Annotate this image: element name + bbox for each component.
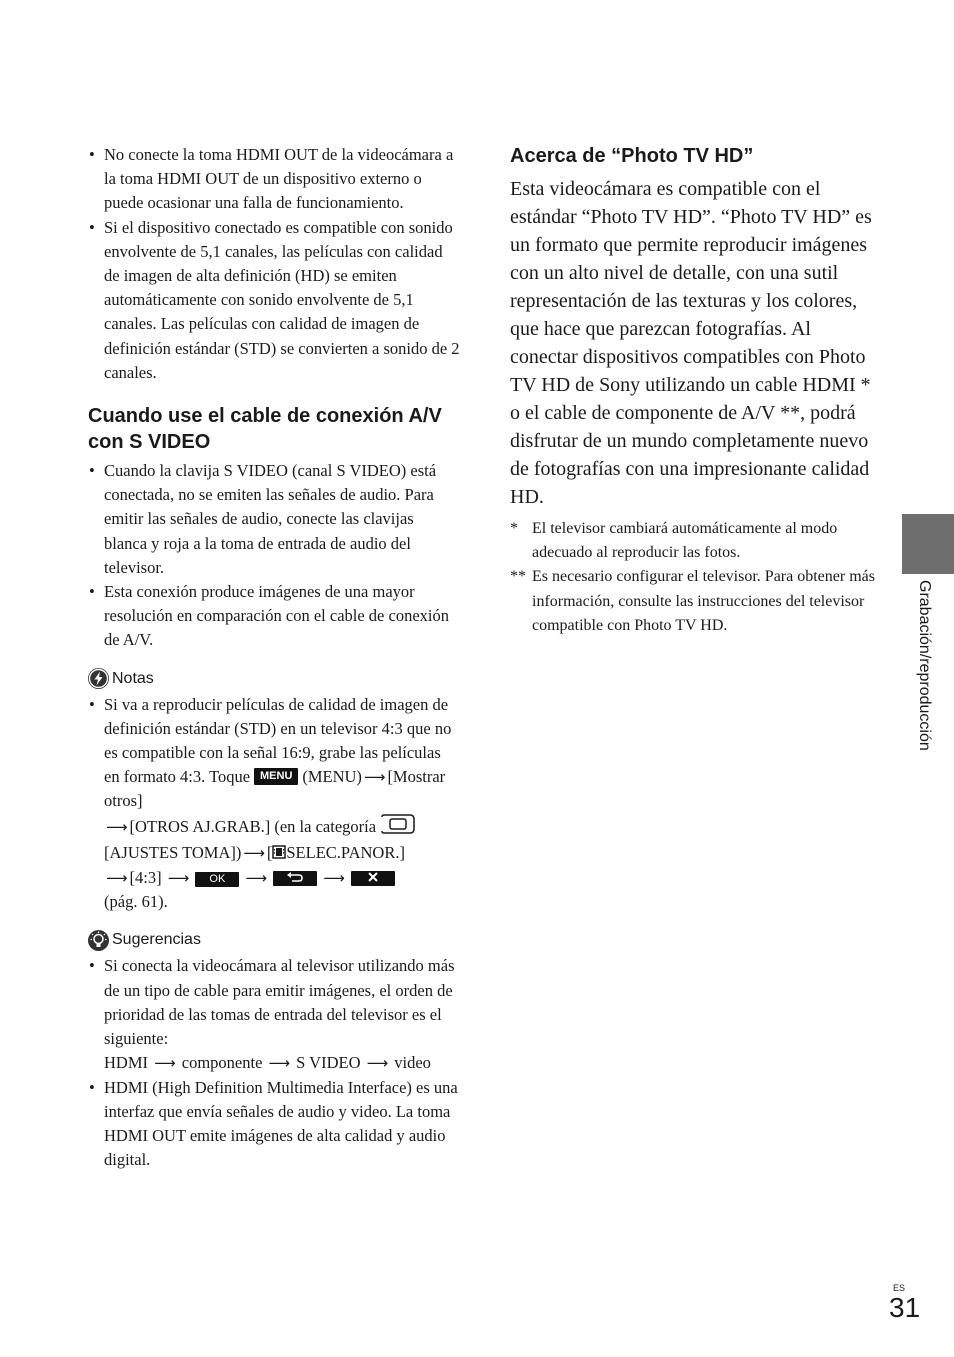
list-item (88, 954, 460, 1075)
page-number: 31 (889, 1292, 921, 1323)
list-item: • HDMI (High Definition Multimedia Interface) es una interfaz que envía señales de audio y video. La toma HDMI OUT emite imágenes de alta calidad y audio digital. (88, 1076, 460, 1173)
priority-item: video (394, 1053, 431, 1073)
priority-item: HDMI (104, 1053, 148, 1073)
language-code: ES (893, 1283, 906, 1293)
arrow-right-icon: ⟶ (323, 869, 345, 888)
list-item: • Cuando la clavija S VIDEO (canal S VIDEO) está conectada, no se emiten las señales de audio. Para emitir las señales de audio, conecte las clavijas blanca y roja a la toma de entrada de audio del televisor. (88, 459, 460, 580)
notes-label: Notas (112, 669, 154, 687)
notes-text: [Mostrar otros] (104, 767, 446, 811)
arrow-right-icon: ⟶ (106, 817, 128, 836)
notes-header (88, 667, 460, 691)
notes-text: (pág. 61). (104, 892, 168, 912)
tips-label: Sugerencias (112, 931, 201, 949)
ok-button: OK (195, 872, 239, 887)
body-paragraph: Esta videocámara es compatible con el estándar “Photo TV HD”. “Photo TV HD” es un formato que permite reproducir imágenes con un alto nivel de detalle, con una sutil representación de las texturas y los colores, que hace que parezcan fotografías. Al conectar dispositivos compatibles con Photo TV HD de Sony utilizando un cable HDMI * o el cable de componente de A/V **, podrá disfrutar de un mundo completamente nuevo de fotografías con una impresionante calidad HD. (510, 178, 872, 508)
tips-header (88, 928, 460, 952)
arrow-right-icon: ⟶ (363, 768, 386, 787)
tips-list (88, 954, 460, 1172)
tips-text: Si conecta la videocámara al televisor utilizando más de un tipo de cable para emitir imágenes, el orden de prioridad de las tomas de entrada del televisor es el siguiente: (104, 956, 455, 1049)
arrow-right-icon: ⟶ (154, 1054, 176, 1073)
notes-text: [ (266, 842, 273, 862)
film-icon (272, 842, 286, 866)
list-item: • Si el dispositivo conectado es compatible con sonido envolvente de 5,1 canales, las películas con calidad de imagen de alta definición (HD) se emiten automáticamente con sonido envolvente de 5,1 canales. Las películas con calidad de imagen de definición estándar (STD) se convierten a sonido de 2 canales. (88, 216, 460, 385)
section-side-label: Grabación/reproducción (916, 580, 933, 751)
left-column (88, 143, 460, 1172)
notes-text: (MENU) (302, 767, 362, 787)
notes-lightning-icon (88, 668, 109, 689)
arrow-right-icon: ⟶ (106, 869, 128, 888)
footnote-text: El televisor cambiará automáticamente al modo adecuado al reproducir las fotos. (532, 520, 838, 562)
close-button-icon (351, 871, 395, 886)
arrow-right-icon: ⟶ (245, 869, 267, 888)
section-side-tab (902, 514, 954, 574)
return-button-icon (273, 871, 317, 886)
list-item: • Esta conexión produce imágenes de una mayor resolución en comparación con el cable de conexión de A/V. (88, 580, 460, 653)
notes-list (88, 693, 460, 915)
footnote-mark: * (510, 520, 518, 537)
list-item: • No conecte la toma HDMI OUT de la videocámara a la toma HDMI OUT de un dispositivo externo o puede ocasionar una falla de funcionamiento. (88, 143, 460, 216)
section-heading-svideo: Cuando use el cable de conexión A/V con S VIDEO (88, 405, 442, 454)
arrow-right-icon: ⟶ (366, 1054, 389, 1073)
footnote (510, 517, 882, 565)
arrow-right-icon: ⟶ (268, 1054, 291, 1073)
footnote (510, 565, 882, 638)
notes-text: [OTROS AJ.GRAB.] (en la categoría (129, 816, 377, 836)
tips-lightbulb-icon (88, 930, 109, 951)
footnote-mark: ** (510, 568, 526, 586)
notes-text: SELEC.PANOR.] (286, 842, 405, 862)
list-item (88, 693, 460, 915)
camera-category-icon (380, 814, 416, 841)
notes-text: [4:3] (129, 868, 162, 888)
notes-text: Si va a reproducir películas de calidad de imagen de definición estándar (STD) en un televisor 4:3 que no es compatible con la señal 16:9, grabe las películas en formato 4:3. Toque (104, 694, 452, 787)
right-column (510, 143, 882, 638)
svideo-bullet-list (88, 459, 460, 653)
notes-text: [AJUSTES TOMA]) (104, 842, 242, 862)
footnote-text: Es necesario configurar el televisor. Para obtener más información, consulte las instrucciones del televisor compatible con Photo TV HD. (532, 568, 875, 634)
intro-bullet-list (88, 143, 460, 385)
menu-button: MENU (254, 768, 298, 785)
priority-item: S VIDEO (296, 1053, 361, 1073)
arrow-right-icon: ⟶ (167, 869, 190, 888)
footnote-list (510, 517, 882, 638)
section-heading-photo-tv-hd: Acerca de “Photo TV HD” (510, 145, 754, 167)
arrow-right-icon: ⟶ (243, 843, 265, 862)
priority-item: componente (181, 1053, 263, 1073)
